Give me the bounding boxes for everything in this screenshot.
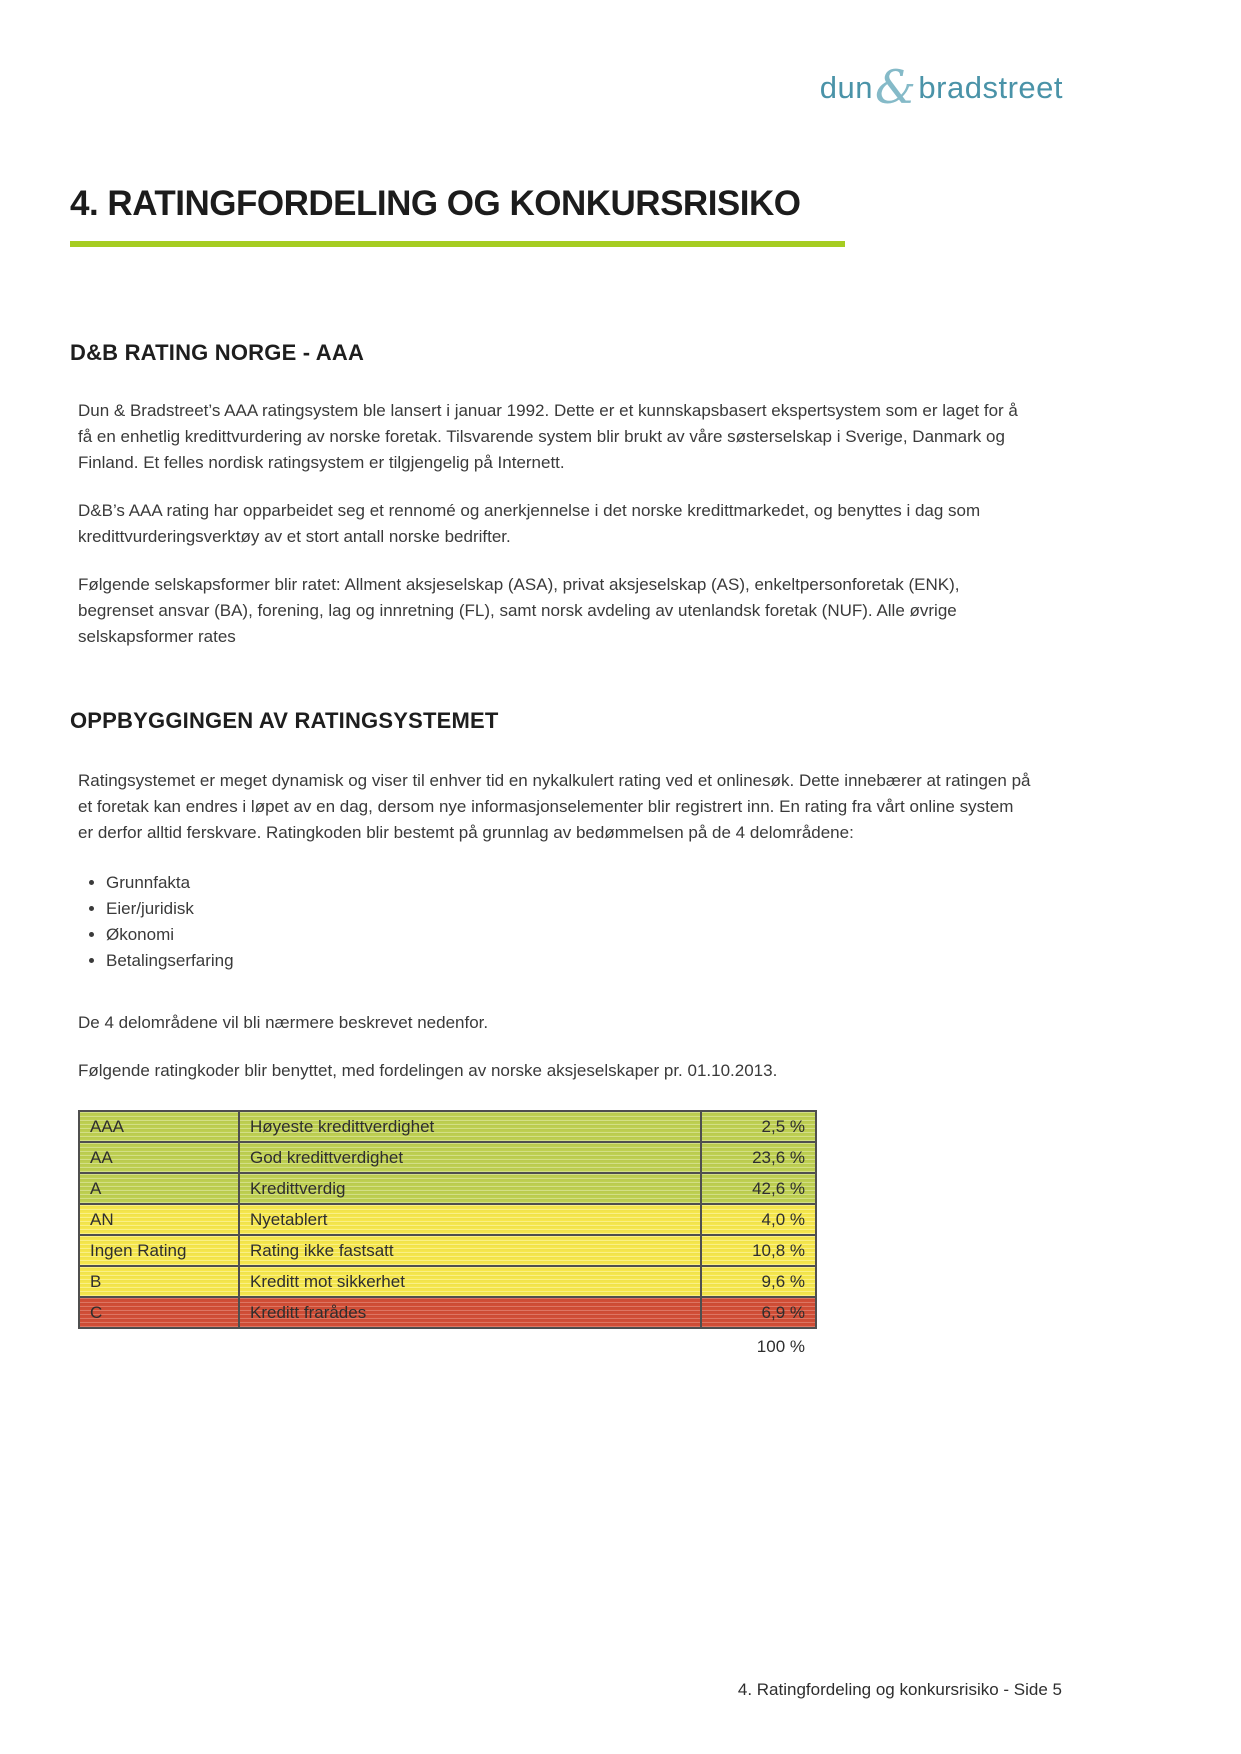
table-row-b (79, 1266, 816, 1297)
title-underline-rule (70, 241, 845, 247)
rating-description: God kredittverdighet (239, 1142, 701, 1173)
rating-percent: 9,6 % (701, 1266, 816, 1297)
logo-text-bradstreet: bradstreet (918, 70, 1063, 105)
paragraph: Dun & Bradstreet’s AAA ratingsystem ble lansert i januar 1992. Dette er et kunnskapsbasert ekspertsystem som er laget for å få en enhetlig kredittvurdering av norske foretak. Tilsvarende system blir brukt av våre søsterselskap i Sverige, Danmark og Finland. Et felles nordisk ratingsystem er tilgjengelig på Internett. (78, 401, 1018, 472)
rating-description: Kredittverdig (239, 1173, 701, 1204)
table-total-percent: 100 % (756, 1337, 805, 1356)
rating-percent: 10,8 % (701, 1235, 816, 1266)
rating-percent: 2,5 % (701, 1111, 816, 1142)
rating-code: B (79, 1266, 239, 1297)
table-row-aaa (79, 1111, 816, 1142)
table-row-c (79, 1297, 816, 1328)
section-heading-oppbyggingen: OPPBYGGINGEN AV RATINGSYSTEMET (70, 708, 499, 733)
table-row-ingen-rating (79, 1235, 816, 1266)
paragraph: Følgende selskapsformer blir ratet: Allment aksjeselskap (ASA), privat aksjeselskap (AS), enkeltpersonforetak (ENK), begrenset ansvar (BA), forening, lag og innretning (FL), samt norsk avdeling av utenlandsk foretak (NUF). Alle øvrige selskapsformer rates (78, 575, 960, 646)
bullet-item: • Grunnfakta (106, 870, 1032, 896)
bullet-item: • Betalingserfaring (106, 948, 1032, 974)
rating-percent: 6,9 % (701, 1297, 816, 1328)
rating-percent: 4,0 % (701, 1204, 816, 1235)
rating-percent: 23,6 % (701, 1142, 816, 1173)
paragraph: Følgende ratingkoder blir benyttet, med fordelingen av norske aksjeselskaper pr. 01.10.2013. (78, 1061, 778, 1080)
bullet-item: • Økonomi (106, 922, 1032, 948)
table-row-an (79, 1204, 816, 1235)
page-content (70, 340, 1032, 1357)
rating-description: Kreditt mot sikkerhet (239, 1266, 701, 1297)
rating-areas-bullet-list (106, 870, 1032, 974)
table-row-aa (79, 1142, 816, 1173)
rating-code: Ingen Rating (79, 1235, 239, 1266)
rating-code: C (79, 1297, 239, 1328)
rating-code: AN (79, 1204, 239, 1235)
rating-code: AA (79, 1142, 239, 1173)
rating-description: Rating ikke fastsatt (239, 1235, 701, 1266)
rating-description: Kreditt frarådes (239, 1297, 701, 1328)
dun-bradstreet-logo: dun & bradstreet (819, 60, 1063, 114)
paragraph: Ratingsystemet er meget dynamisk og viser til enhver tid en nykalkulert rating ved et onlinesøk. Dette innebærer at ratingen på et foretak kan endres i løpet av en dag, dersom nye informasjonselementer blir registrert inn. En rating fra vårt online system er derfor alltid ferskvare. Ratingkoden blir bestemt på grunnlag av bedømmelsen på de 4 delområdene: (78, 771, 1031, 842)
section-heading-db-rating-norge: D&B RATING NORGE - AAA (70, 340, 365, 365)
rating-code: A (79, 1173, 239, 1204)
paragraph: De 4 delområdene vil bli nærmere beskrevet nedenfor. (78, 1013, 489, 1032)
bullet-item: • Eier/juridisk (106, 896, 1032, 922)
rating-distribution-table (78, 1110, 817, 1329)
table-row-a (79, 1173, 816, 1204)
page-title: 4. RATINGFORDELING OG KONKURSRISIKO (70, 184, 801, 223)
rating-percent: 42,6 % (701, 1173, 816, 1204)
rating-description: Nyetablert (239, 1204, 701, 1235)
paragraph: D&B’s AAA rating har opparbeidet seg et rennomé og anerkjennelse i det norske kredittmarkedet, og benyttes i dag som kredittvurderingsverktøy av et stort antall norske bedrifter. (78, 501, 981, 546)
rating-code: AAA (79, 1111, 239, 1142)
page-footer: 4. Ratingfordeling og konkursrisiko - Side 5 (737, 1680, 1062, 1699)
rating-description: Høyeste kredittverdighet (239, 1111, 701, 1142)
logo-text-dun: dun (819, 70, 873, 105)
